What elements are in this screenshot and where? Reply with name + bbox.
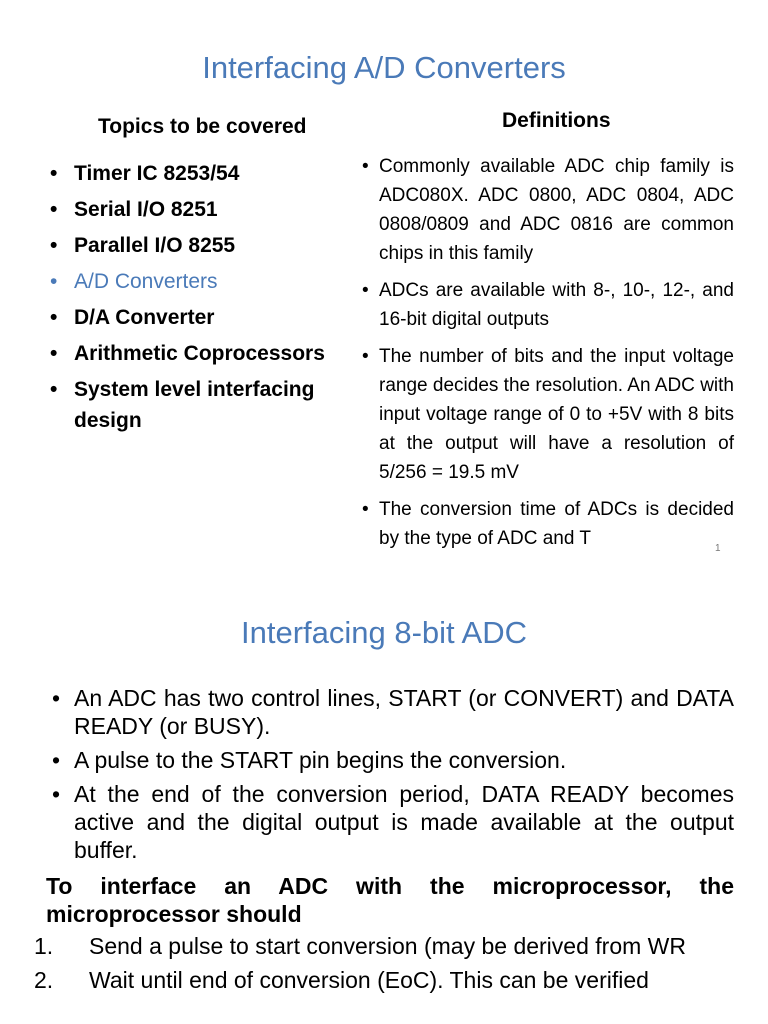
definition-item: • Commonly available ADC chip family is ADC080X. ADC 0800, ADC 0804, ADC 0808/0809 and ADC 0816 are common chips in this family bbox=[362, 152, 734, 268]
step-number: 2. bbox=[34, 967, 54, 993]
bullet-item: • At the end of the conversion period, DATA READY becomes active and the digital output is made available at the output buffer. bbox=[48, 780, 734, 864]
topic-item: • Arithmetic Coprocessors bbox=[46, 338, 346, 369]
topic-item-current: • A/D Converters bbox=[46, 266, 346, 297]
step-text: Send a pulse to start conversion (may be derived from WR bbox=[89, 933, 686, 959]
step-item bbox=[34, 932, 734, 960]
slide-title: Interfacing 8-bit ADC bbox=[240, 615, 528, 650]
bullet-item: • A pulse to the START pin begins the conversion. bbox=[48, 746, 734, 774]
topic-item: • D/A Converter bbox=[46, 302, 346, 333]
topic-item: • Parallel I/O 8255 bbox=[46, 230, 346, 261]
page-number: 1 bbox=[715, 543, 721, 554]
interface-requirement-text: To interface an ADC with the microprocessor, the microprocessor should bbox=[46, 873, 734, 927]
bullet-item: • An ADC has two control lines, START (or CONVERT) and DATA READY (or BUSY). bbox=[48, 684, 734, 740]
definitions-heading: Definitions bbox=[502, 109, 611, 132]
topic-item: • Serial I/O 8251 bbox=[46, 194, 346, 225]
topics-heading: Topics to be covered bbox=[98, 115, 307, 138]
steps-list bbox=[34, 932, 734, 1000]
topics-list bbox=[46, 158, 346, 441]
definitions-list bbox=[362, 152, 734, 561]
step-number: 1. bbox=[34, 933, 54, 959]
step-text: Wait until end of conversion (EoC). This can be verified bbox=[89, 967, 649, 993]
topic-item: • Timer IC 8253/54 bbox=[46, 158, 346, 189]
definition-item: • The conversion time of ADCs is decided by the type of ADC and T bbox=[362, 495, 734, 553]
step-item bbox=[34, 966, 734, 994]
definition-item: • The number of bits and the input voltage range decides the resolution. An ADC with input voltage range of 0 to +5V with 8 bits at the output will have a resolution of 5/256 = 19.5 mV bbox=[362, 342, 734, 487]
adc-bullets-list bbox=[48, 684, 734, 870]
definition-item: • ADCs are available with 8-, 10-, 12-, and 16-bit digital outputs bbox=[362, 276, 734, 334]
topic-item: • System level interfacing design bbox=[46, 374, 346, 436]
slide-title: Interfacing A/D Converters bbox=[202, 50, 566, 85]
